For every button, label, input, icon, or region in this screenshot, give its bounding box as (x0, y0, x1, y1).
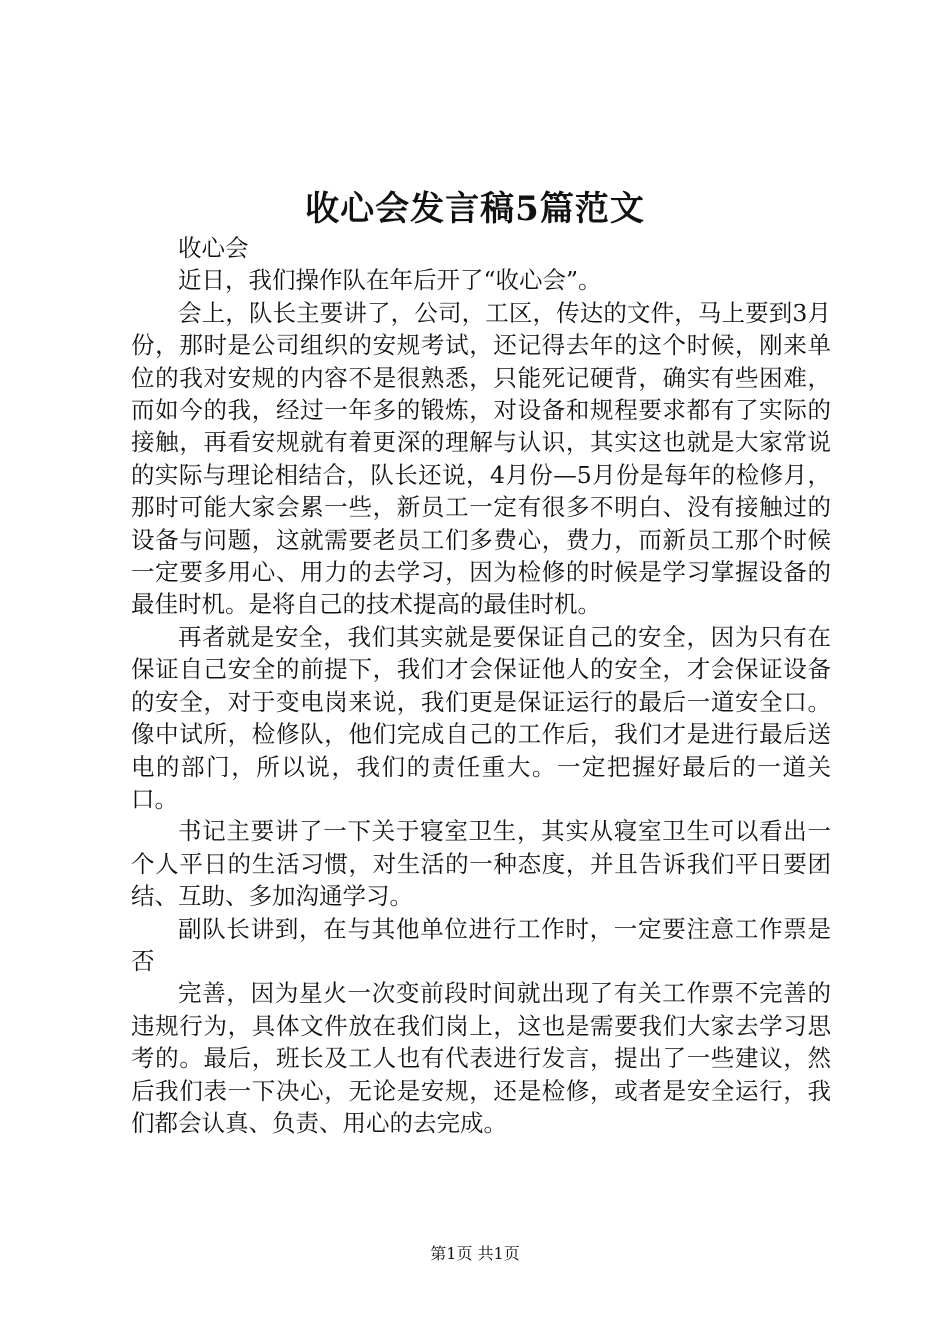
page-footer: 第1页 共1页 (430, 1244, 520, 1263)
paragraph: 近日，我们操作队在年后开了“收心会”。 (178, 266, 602, 295)
paragraph: 完善，因为星火一次变前段时间就出现了有关工作票不完善的违规行为，具体文件放在我们岗上，这也是需要我们大家去学习思考的。最后，班长及工人也有代表进行发言，提出了一些建议，然后我们表一下决心，无论是安规，还是检修，或者是安全运行，我们都会认真、负责、用心的去完成。 (131, 979, 831, 1137)
document-body (131, 232, 831, 1139)
paragraph: 书记主要讲了一下关于寝室卫生，其实从寝室卫生可以看出一个人平日的生活习惯，对生活的一种态度，并且告诉我们平日要团结、互助、多加沟通学习。 (131, 817, 831, 911)
paragraph: 会上，队长主要讲了，公司，工区，传达的文件，马上要到3月份，那时是公司组织的安规考试，还记得去年的这个时候，刚来单位的我对安规的内容不是很熟悉，只能死记硬背，确实有些困难，而如今的我，经过一年多的锻炼，对设备和规程要求都有了实际的接触，再看安规就有着更深的理解与认识，其实这也就是大家常说的实际与理论相结合，队长还说，4月份—5月份是每年的检修月，那时可能大家会累一些，新员工一定有很多不明白、没有接触过的设备与问题，这就需要老员工们多费心，费力，而新员工那个时候一定要多用心、用力的去学习，因为检修的时候是学习掌握设备的最佳时机。是将自己的技术提高的最佳时机。 (131, 298, 831, 619)
document-title: 收心会发言稿5篇范文 (305, 189, 645, 229)
paragraph: 收心会 (178, 234, 249, 262)
paragraph: 副队长讲到，在与其他单位进行工作时，一定要注意工作票是否 (131, 914, 831, 975)
paragraph: 再者就是安全，我们其实就是要保证自己的安全，因为只有在保证自己安全的前提下，我们才会保证他人的安全，才会保证设备的安全，对于变电岗来说，我们更是保证运行的最后一道安全口。像中试所，检修队，他们完成自己的工作后，我们才是进行最后送电的部门，所以说，我们的责任重大。一定把握好最后的一道关口。 (131, 622, 831, 813)
